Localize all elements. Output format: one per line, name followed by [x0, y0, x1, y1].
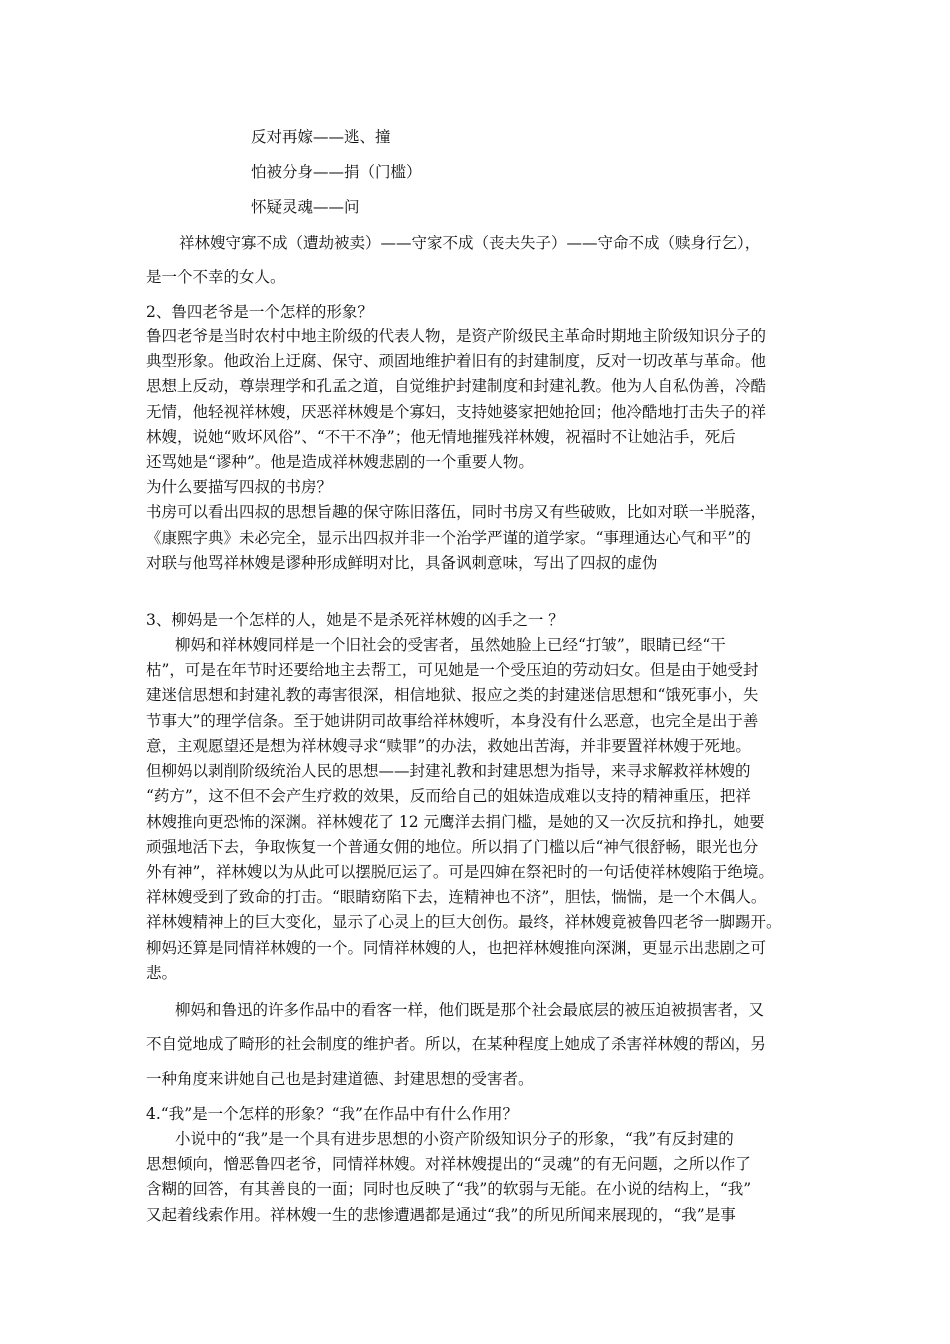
body-line: 林嫂，说她“败坏风俗”、“不干不净”；他无情地摧残祥林嫂，祝福时不让她沾手，死后 [146, 428, 736, 446]
section-heading: 2、鲁四老爷是一个怎样的形象？ [146, 303, 373, 321]
body-line: 柳妈和鲁迅的许多作品中的看客一样，他们既是那个社会最底层的被压迫被损害者，又 [175, 1001, 765, 1019]
body-line: 无情，他轻视祥林嫂，厌恶祥林嫂是个寡妇，支持她婆家把她抢回；他冷酷地打击失子的祥 [146, 403, 767, 421]
body-line: 《康熙字典》未必完全，显示出四叔并非一个治学严谨的道学家。“事理通达心气和平”的 [146, 529, 751, 547]
body-line: 小说中的“我”是一个具有进步思想的小资产阶级知识分子的形象，“我”有反封建的 [175, 1130, 734, 1148]
bullet-line: 怕被分身——捐（门槛） [251, 163, 422, 181]
section-heading: 4.“我”是一个怎样的形象？“我”在作品中有什么作用？ [146, 1105, 518, 1123]
body-line: 祥林嫂受到了致命的打击。“眼睛窈陷下去，连精神也不济”，胆怯，惴惴，是一个木偶人。 [146, 888, 767, 906]
body-line: 林嫂推向更恐怖的深渊。祥林嫂花了 12 元鹰洋去捐门槛，是她的又一次反抗和挣扎，她要 [146, 813, 765, 831]
section-heading: 3、柳妈是一个怎样的人，她是不是杀死祥林嫂的凶手之一 ？ [146, 611, 564, 629]
body-line: 含糊的回答，有其善良的一面；同时也反映了“我”的软弱与无能。在小说的结构上，“我” [146, 1180, 752, 1198]
body-line: 枯”，可是在年节时还要给地主去帮工，可见她是一个受压迫的劳动妇女。但是由于她受封 [146, 661, 759, 679]
body-line: 典型形象。他政治上迂腐、保守、顽固地维护着旧有的封建制度，反对一切改革与革命。他 [146, 352, 767, 370]
body-line: 祥林嫂精神上的巨大变化，显示了心灵上的巨大创伤。最终，祥林嫂竟被鲁四老爷一脚踢开。 [146, 913, 782, 931]
body-line: 鲁四老爷是当时农村中地主阶级的代表人物，是资产阶级民主革命时期地主阶级知识分子的 [146, 327, 767, 345]
body-line: 建迷信思想和封建礼教的毒害很深，相信地狱、报应之类的封建迷信思想和“饿死事小，失 [146, 686, 759, 704]
body-line: 对联与他骂祥林嫂是谬种形成鲜明对比，具备讽刺意味，写出了四叔的虚伪 [146, 554, 658, 572]
summary-line: 是一个不幸的女人。 [146, 268, 286, 286]
body-line: 顽强地活下去，争取恢复一个普通女佣的地位。所以捐了门槛以后“神气很舒畅，眼光也分 [146, 838, 759, 856]
body-line: 外有神”，祥林嫂以为从此可以摆脱厄运了。可是四婶在祭祀时的一句话使祥林嫂陷于绝境。 [146, 863, 774, 881]
body-line: “药方”，这不但不会产生疗救的效果，反而给自己的姐妹造成难以支持的精神重压，把祥 [146, 787, 751, 805]
bullet-line: 反对再嫁——逃、撞 [251, 128, 391, 146]
body-line: 但柳妈以剥削阶级统治人民的思想——封建礼教和封建思想为指导，来寻求解救祥林嫂的 [146, 762, 751, 780]
body-line: 思想上反动，尊崇理学和孔孟之道，自觉维护封建制度和封建礼教。他为人自私伪善，冷酷 [146, 377, 767, 395]
body-line: 节事大”的理学信条。至于她讲阴司故事给祥林嫂听，本身没有什么恶意，也完全是出于善 [146, 712, 759, 730]
body-line: 思想倾向，憎恶鲁四老爷，同情祥林嫂。对祥林嫂提出的“灵魂”的有无问题，之所以作了 [146, 1155, 751, 1173]
body-line: 一种角度来讲她自己也是封建道德、封建思想的受害者。 [146, 1070, 534, 1088]
body-line: 还骂她是“谬种”。他是造成祥林嫂悲剧的一个重要人物。 [146, 453, 534, 471]
sub-heading: 为什么要描写四叔的书房？ [146, 478, 333, 496]
body-line: 不自觉地成了畸形的社会制度的维护者。所以，在某种程度上她成了杀害祥林嫂的帮凶，另 [146, 1035, 767, 1053]
body-line: 书房可以看出四叔的思想旨趣的保守陈旧落伍，同时书房又有些破败，比如对联一半脱落， [146, 503, 767, 521]
summary-line: 祥林嫂守寡不成（遭劫被卖）——守家不成（丧夫失子）——守命不成（赎身行乞）， [179, 234, 761, 252]
body-line: 意，主观愿望还是想为祥林嫂寻求“赎罪”的办法，救她出苦海，并非要置祥林嫂于死地。 [146, 737, 751, 755]
body-line: 悲。 [146, 964, 178, 982]
body-line: 又起着线索作用。祥林嫂一生的悲惨遭遇都是通过“我”的所见所闻来展现的，“我”是事 [146, 1206, 736, 1224]
bullet-line: 怀疑灵魂——问 [251, 198, 360, 216]
body-line: 柳妈和祥林嫂同样是一个旧社会的受害者，虽然她脸上已经“打皱”，眼睛已经“干 [175, 636, 726, 654]
body-line: 柳妈还算是同情祥林嫂的一个。同情祥林嫂的人，也把祥林嫂推向深渊，更显示出悲剧之可 [146, 939, 767, 957]
